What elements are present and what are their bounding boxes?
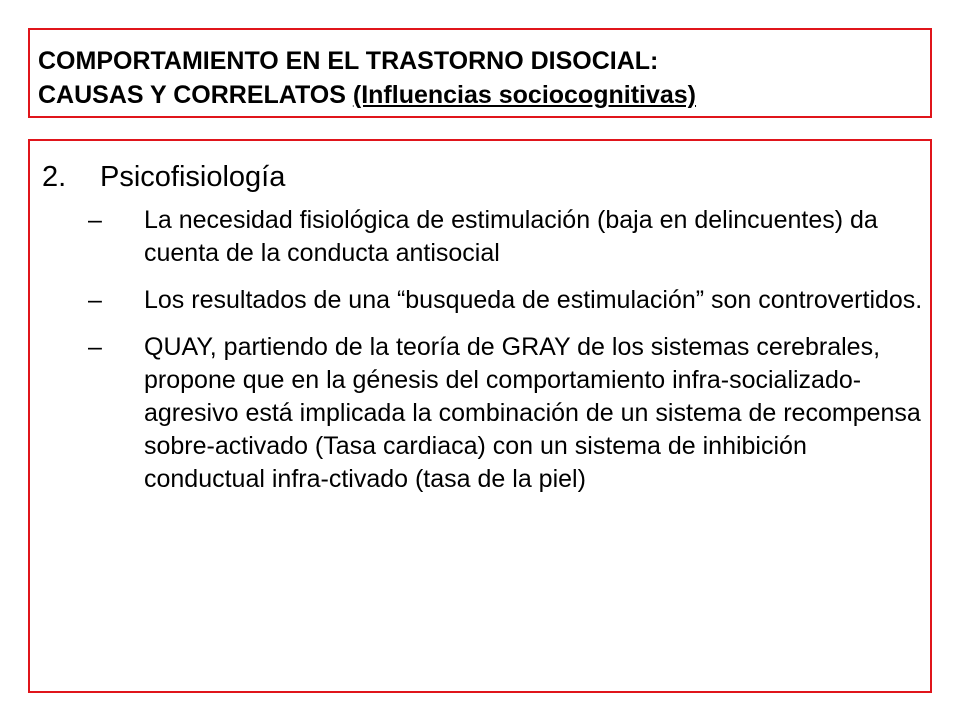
bullet-item [88, 204, 933, 270]
bullet-text: Los resultados de una “busqueda de estimulación” son controvertidos. [144, 286, 923, 314]
bullet-item [88, 284, 933, 317]
bullet-list [88, 204, 933, 510]
title-subtitle-underlined: (Influencias sociocognitivas) [352, 81, 697, 109]
section-title: Psicofisiología [100, 161, 286, 193]
title-box [28, 28, 932, 118]
title-line-1: COMPORTAMIENTO EN EL TRASTORNO DISOCIAL: [38, 47, 659, 75]
section-heading [42, 159, 285, 195]
bullet-dash: – [88, 286, 102, 314]
slide-title [38, 44, 930, 112]
section-number: 2. [42, 161, 67, 193]
bullet-item [88, 331, 933, 496]
bullet-text: La necesidad fisiológica de estimulación (baja en delincuentes) da cuenta de la conducta antisocial [144, 206, 878, 267]
bullet-dash: – [88, 206, 102, 234]
bullet-dash: – [88, 333, 102, 361]
content-box [28, 139, 932, 693]
title-line-2-prefix: CAUSAS Y CORRELATOS [38, 81, 353, 109]
bullet-text: QUAY, partiendo de la teoría de GRAY de los sistemas cerebrales, propone que en la génesis del comportamiento infra-socializado-agresivo está implicada la combinación de un sistema de recompensa sobre-activado (Tasa cardiaca) con un sistema de inhibición conductual infra-ctivado (tasa de la piel) [144, 333, 921, 493]
